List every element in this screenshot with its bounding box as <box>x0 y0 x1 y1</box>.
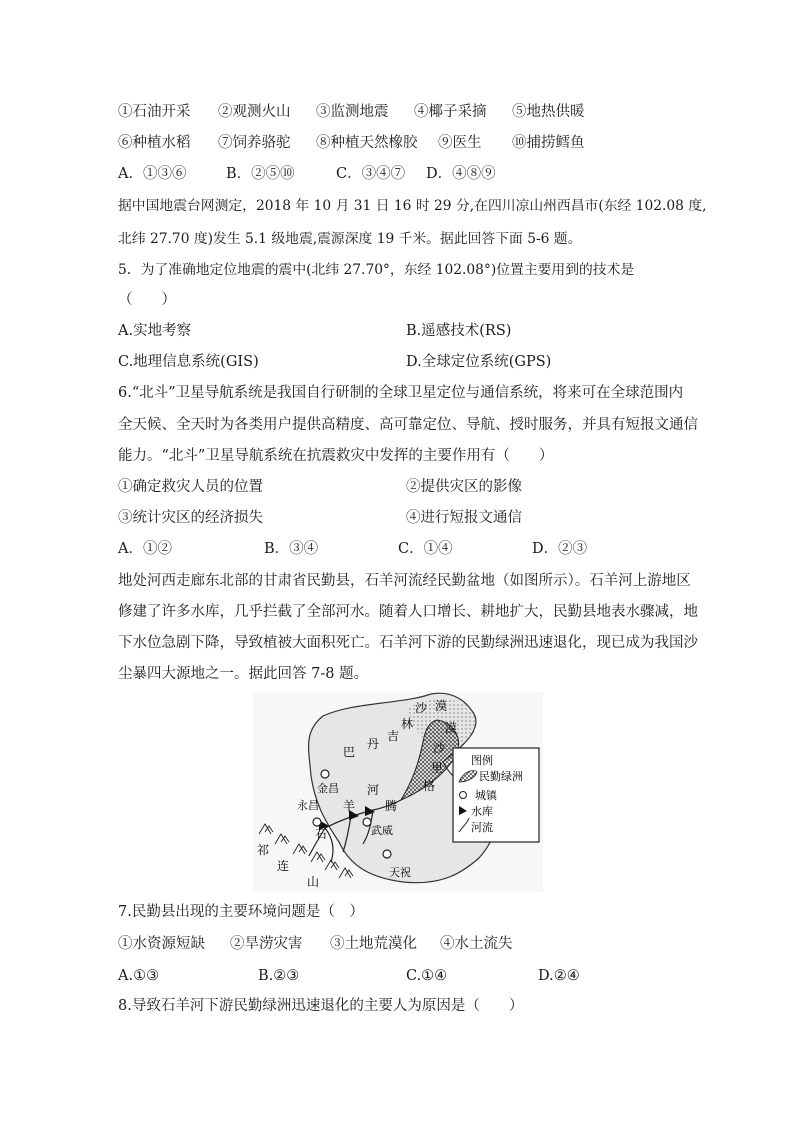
q6-stem-line2: 全天候、全天时为各类用户提供高精度、高可靠定位、导航、授时服务，并具有短报文通信 <box>118 417 698 433</box>
q4-choice-a: A．①③⑥ <box>118 166 187 182</box>
desert2-char-1: 腾 <box>385 799 398 813</box>
desert1-char-6: 漠 <box>435 699 448 713</box>
q6-stem-line3: 能力。“北斗”卫星导航系统在抗震救灾中发挥的主要作用有（ ） <box>118 448 554 464</box>
q5-option-b: B.遥感技术(RS) <box>406 323 512 339</box>
q5-option-d: D.全球定位系统(GPS) <box>406 354 552 370</box>
map-legend <box>453 748 539 842</box>
q6-option-3: ③统计灾区的经济损失 <box>118 510 263 526</box>
q5-option-a: A.实地考察 <box>118 323 192 339</box>
q4-option-4: ④椰子采摘 <box>414 104 487 120</box>
q6-stem-line1: 6.“北斗”卫星导航系统是我国自行研制的全球卫星定位与通信系统，将来可在全球范围内 <box>118 385 684 401</box>
q4-option-7: ⑦饲养骆驼 <box>218 135 291 151</box>
q7-option-2: ②旱涝灾害 <box>230 936 303 952</box>
legend-river-label: 河流 <box>471 821 493 834</box>
legend-town-label: 城镇 <box>475 789 497 802</box>
intro-5-6-line2: 北纬 27.70 度)发生 5.1 级地震,震源深度 19 千米。据此回答下面 5-6 题。 <box>118 231 582 247</box>
q4-option-1: ①石油开采 <box>118 104 191 120</box>
intro-7-8-line2: 修建了许多水库，几乎拦截了全部河水。随着人口增长、耕地扩大，民勤县地表水骤减，地 <box>118 604 698 620</box>
desert1-char-1: 巴 <box>343 745 356 759</box>
town-label-yongchang: 永昌 <box>297 799 319 812</box>
mountain-char-1: 祁 <box>257 843 270 857</box>
q4-option-5: ⑤地热供暖 <box>512 104 585 120</box>
q7-option-4: ④水土流失 <box>440 936 513 952</box>
q4-option-8: ⑧种植天然橡胶 <box>316 135 418 151</box>
desert1-char-2: 丹 <box>367 737 380 751</box>
q5-option-c: C.地理信息系统(GIS) <box>118 354 259 370</box>
town-label-tianzhu: 天祝 <box>389 866 411 879</box>
desert2-char-5: 漠 <box>445 721 458 735</box>
q6-choice-d: D．②③ <box>532 541 588 557</box>
q7-choice-c: C.①④ <box>406 968 448 984</box>
q4-option-3: ③监测地震 <box>316 104 389 120</box>
q7-option-3: ③土地荒漠化 <box>330 936 417 952</box>
desert1-char-4: 林 <box>401 717 414 731</box>
town-label-wuwei: 武威 <box>371 824 393 837</box>
intro-7-8-line3: 下水位急剧下降，导致植被大面积死亡。石羊河下游的民勤绿洲迅速退化，现已成为我国沙 <box>118 635 698 651</box>
desert2-char-2: 格 <box>423 779 436 793</box>
q4-choice-c: C．③④⑦ <box>336 166 406 182</box>
desert1-char-5: 沙 <box>415 701 428 715</box>
q6-choice-a: A．①② <box>118 541 172 557</box>
q7-choice-a: A.①③ <box>118 968 160 984</box>
mountain-char-2: 连 <box>277 859 290 873</box>
legend-title: 图例 <box>471 754 493 767</box>
q4-option-6: ⑥种植水稻 <box>118 135 191 151</box>
river-char-1: 石 <box>315 827 328 841</box>
q6-choice-b: B．③④ <box>264 541 319 557</box>
q4-option-9: ⑨医生 <box>438 135 482 151</box>
intro-7-8-line4: 尘暴四大源地之一。据此回答 7-8 题。 <box>118 666 369 682</box>
river-char-2: 羊 <box>343 799 356 813</box>
legend-town-icon <box>460 792 467 799</box>
q8-stem: 8.导致石羊河下游民勤绿洲迅速退化的主要人为原因是（ ） <box>118 998 524 1014</box>
intro-5-6-line1: 据中国地震台网测定，2018 年 10 月 31 日 16 时 29 分,在四川凉山州西昌市(东经 102.08 度, <box>118 198 707 214</box>
q6-option-2: ②提供灾区的影像 <box>406 479 522 495</box>
desert2-char-3: 里 <box>431 761 444 775</box>
q5-stem: 5．为了准确地定位地震的震中(北纬 27.70°，东经 102.08°)位置主要用到的技术是 <box>118 262 635 278</box>
desert1-char-3: 吉 <box>387 729 400 743</box>
q4-option-10: ⑩捕捞鳕鱼 <box>512 135 585 151</box>
q6-choice-c: C．①④ <box>398 541 453 557</box>
q4-option-2: ②观测火山 <box>218 104 291 120</box>
intro-7-8-line1: 地处河西走廊东北部的甘肃省民勤县，石羊河流经民勤盆地（如图所示）。石羊河上游地区 <box>118 573 691 589</box>
q7-choice-b: B.②③ <box>258 968 300 984</box>
q4-choice-b: B．②⑤⑩ <box>226 166 295 182</box>
minqin-map <box>253 692 543 892</box>
q6-option-4: ④进行短报文通信 <box>406 510 522 526</box>
legend-oasis-label: 民勤绿洲 <box>479 770 523 783</box>
desert2-char-4: 沙 <box>433 741 446 755</box>
q6-option-1: ①确定救灾人员的位置 <box>118 479 263 495</box>
q7-choice-d: D.②④ <box>538 968 580 984</box>
mountain-char-3: 山 <box>307 875 320 889</box>
q7-stem: 7.民勤县出现的主要环境问题是（ ） <box>118 904 364 920</box>
river-char-3: 河 <box>367 783 380 797</box>
q7-option-1: ①水资源短缺 <box>118 936 205 952</box>
q5-stem-bracket: （ ） <box>118 292 176 308</box>
town-label-jinchang: 金昌 <box>317 782 339 795</box>
legend-reservoir-label: 水库 <box>471 805 493 818</box>
q4-choice-d: D．④⑧⑨ <box>426 166 496 182</box>
